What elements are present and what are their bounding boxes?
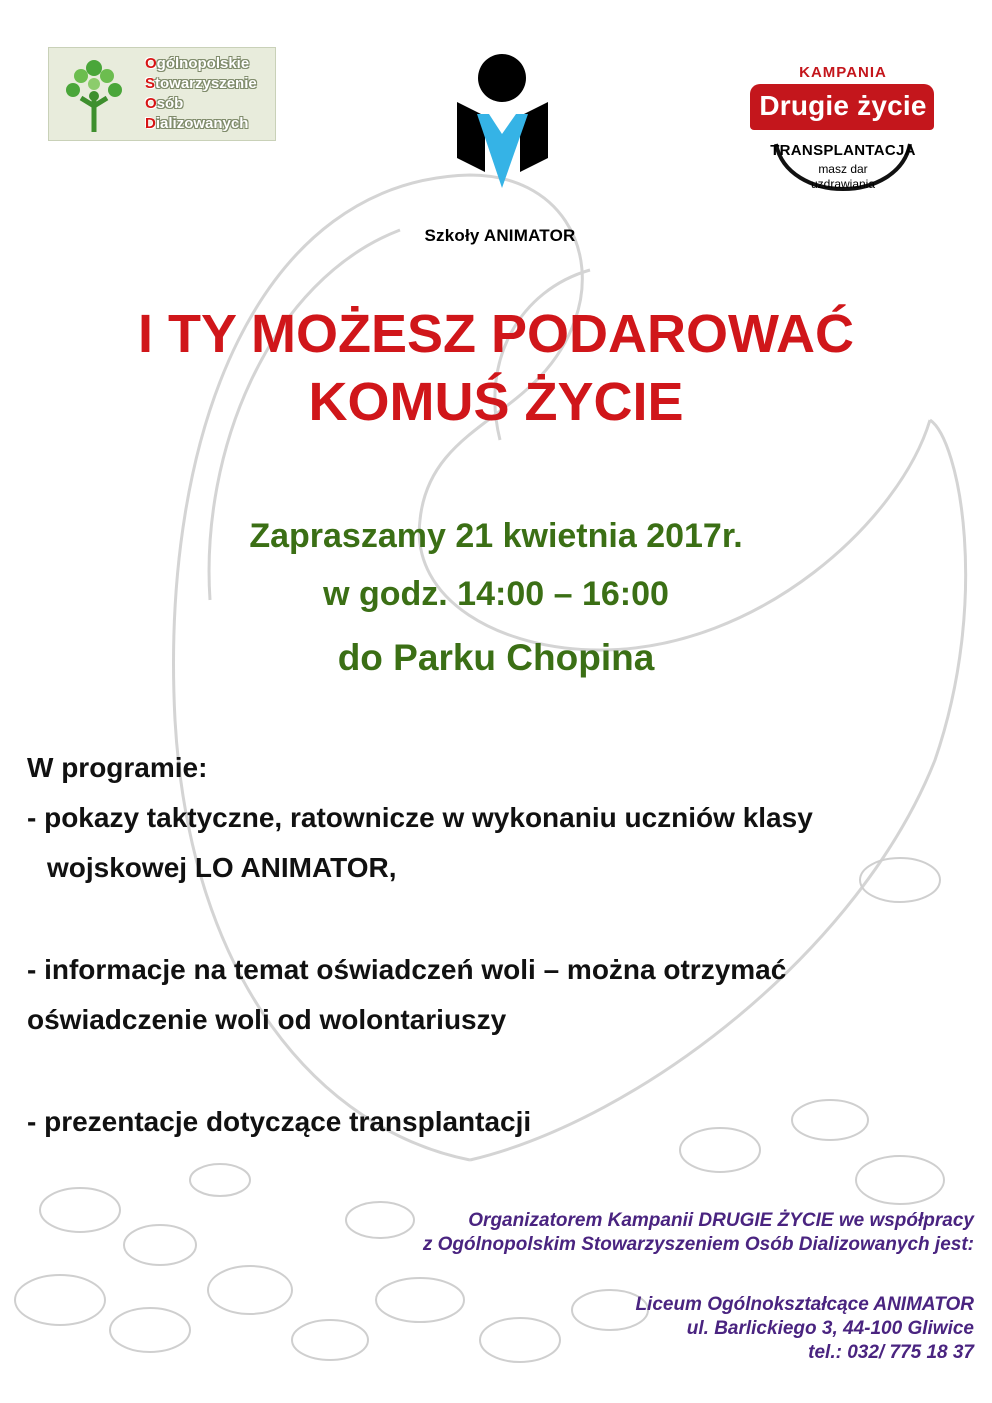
- campaign-logo: [748, 54, 938, 214]
- invitation: [100, 509, 892, 685]
- program-item-1-line-2: wojskowej LO ANIMATOR,: [47, 852, 397, 883]
- program-heading: W programie:: [27, 752, 208, 783]
- osod-line-4: Dializowanych: [145, 115, 249, 132]
- invitation-place: do Parku Chopina: [337, 637, 655, 678]
- animator-caption: Szkoły ANIMATOR: [424, 226, 576, 245]
- program-item-2-line-2: oświadczenie woli od wolontariuszy: [27, 1004, 507, 1035]
- invitation-time: w godz. 14:00 – 16:00: [323, 575, 669, 613]
- osod-line-3: Osób: [145, 95, 184, 112]
- footer-address: ul. Barlickiego 3, 44-100 Gliwice: [686, 1318, 974, 1339]
- osod-line-1: Ogólnopolskie: [145, 55, 250, 72]
- campaign-kampania: KAMPANIA: [799, 64, 887, 81]
- organizer-footer: [274, 1209, 974, 1365]
- headline-line-2: KOMUŚ ŻYCIE: [308, 372, 684, 432]
- program-item-1-line-1: - pokazy taktyczne, ratownicze w wykonaniu uczniów klasy: [27, 802, 813, 833]
- osod-logo: [48, 47, 276, 141]
- footer-line-1: Organizatorem Kampanii DRUGIE ŻYCIE we współpracy: [468, 1210, 974, 1231]
- footer-school: Liceum Ogólnokształcące ANIMATOR: [635, 1294, 974, 1315]
- osod-line-2: Stowarzyszenie: [145, 75, 257, 92]
- program-item-3: - prezentacje dotyczące transplantacji: [27, 1106, 532, 1137]
- program-item-2-line-1: - informacje na temat oświadczeń woli – można otrzymać: [27, 954, 787, 985]
- footer-line-2: z Ogólnopolskim Stowarzyszeniem Osób Dializowanych jest:: [422, 1234, 974, 1255]
- campaign-tagline-2: uzdrawiania: [810, 177, 876, 191]
- campaign-tagline-1: masz dar: [818, 162, 868, 176]
- program: [27, 743, 977, 1147]
- campaign-name: Drugie życie: [759, 90, 927, 121]
- headline-line-1: I TY MOŻESZ PODAROWAĆ: [137, 304, 855, 364]
- animator-logo-icon: [455, 52, 550, 192]
- tree-figure-icon: [57, 54, 131, 136]
- footer-phone: tel.: 032/ 775 18 37: [808, 1342, 974, 1363]
- campaign-transplantacja: TRANSPLANTACJA: [770, 142, 916, 159]
- headline: [20, 300, 972, 436]
- invitation-date: Zapraszamy 21 kwietnia 2017r.: [249, 517, 743, 555]
